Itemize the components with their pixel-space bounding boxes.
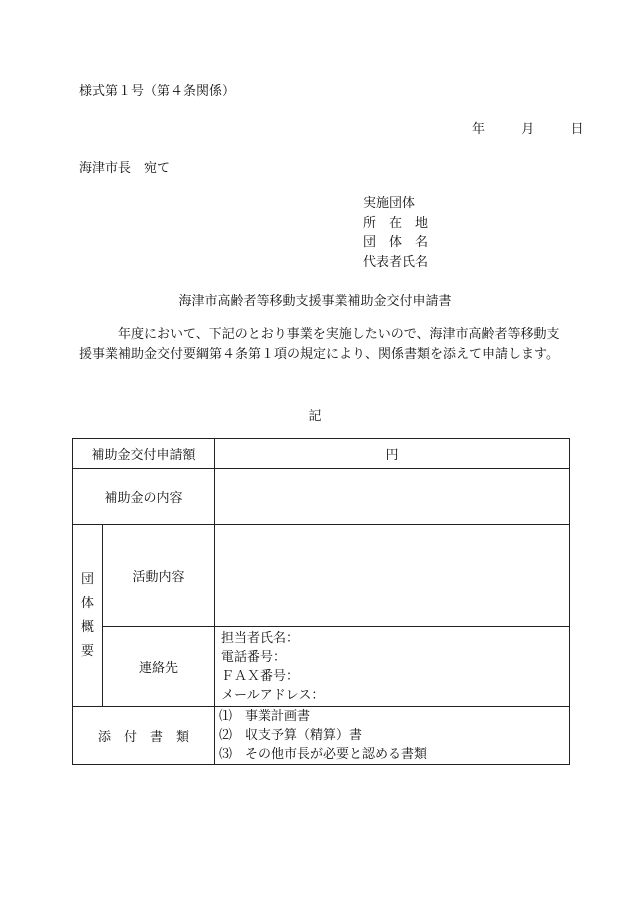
- contact-person-field[interactable]: 担当者氏名：: [221, 630, 300, 646]
- ki-heading: 記: [308, 409, 322, 424]
- group-overview-char: 団: [80, 571, 94, 587]
- attachments-list: [215, 707, 570, 765]
- date-month: 月: [521, 122, 535, 137]
- attachment-item: [219, 707, 569, 726]
- content-row: [73, 469, 570, 525]
- fax-field[interactable]: ＦＡＸ番号：: [221, 668, 300, 684]
- contact-field[interactable]: [215, 627, 570, 707]
- activity-field[interactable]: [215, 525, 570, 627]
- content-field[interactable]: [215, 469, 570, 525]
- attachment-number: ⑶: [219, 747, 233, 762]
- attachment-number: ⑴: [219, 709, 233, 724]
- document-title: 海津市高齢者等移動支援事業補助金交付申請書: [178, 294, 452, 309]
- phone-field[interactable]: 電話番号：: [221, 649, 287, 665]
- contact-label: 連絡先: [103, 627, 215, 707]
- addressee: 海津市長 宛て: [79, 161, 171, 176]
- activity-label: 活動内容: [103, 525, 215, 627]
- group-overview-char: 概: [80, 619, 94, 635]
- attachment-text: 収支予算（精算）書: [245, 728, 363, 743]
- application-form-table: [72, 438, 570, 765]
- applicant-org: 実施団体: [363, 196, 416, 211]
- amount-unit: 円: [385, 448, 399, 463]
- amount-row: [73, 439, 570, 469]
- attachment-text: その他市長が必要と認める書類: [245, 747, 428, 762]
- applicant-block: [363, 194, 428, 272]
- attachment-number: ⑵: [219, 728, 233, 743]
- attachment-item: [219, 726, 569, 745]
- contact-row: [73, 627, 570, 707]
- attachments-label: 添 付 書 類: [73, 707, 215, 765]
- applicant-representative: 代表者氏名: [363, 254, 429, 270]
- group-overview-label: [73, 525, 103, 707]
- attachment-item: [219, 745, 569, 764]
- form-number: 様式第１号（第４条関係）: [79, 84, 236, 99]
- date-day: 日: [570, 122, 584, 137]
- amount-field[interactable]: [215, 439, 570, 469]
- email-field[interactable]: メールアドレス：: [221, 687, 325, 703]
- attachment-text: 事業計画書: [245, 709, 311, 724]
- group-overview-char: 体: [80, 595, 94, 611]
- amount-label: 補助金交付申請額: [73, 439, 215, 469]
- group-overview-char: 要: [80, 643, 94, 659]
- activity-row: [73, 525, 570, 627]
- applicant-address: 所 在 地: [363, 215, 429, 231]
- content-label: 補助金の内容: [73, 469, 215, 525]
- date-year: 年: [472, 122, 486, 137]
- applicant-group-name: 団 体 名: [363, 235, 429, 250]
- date-line: [472, 118, 584, 137]
- document-body: 年度において、下記のとおり事業を実施したいので、海津市高齢者等移動支援事業補助金交付要綱第４条第１項の規定により、関係書類を添えて申請します。: [79, 327, 560, 362]
- attachments-row: [73, 707, 570, 765]
